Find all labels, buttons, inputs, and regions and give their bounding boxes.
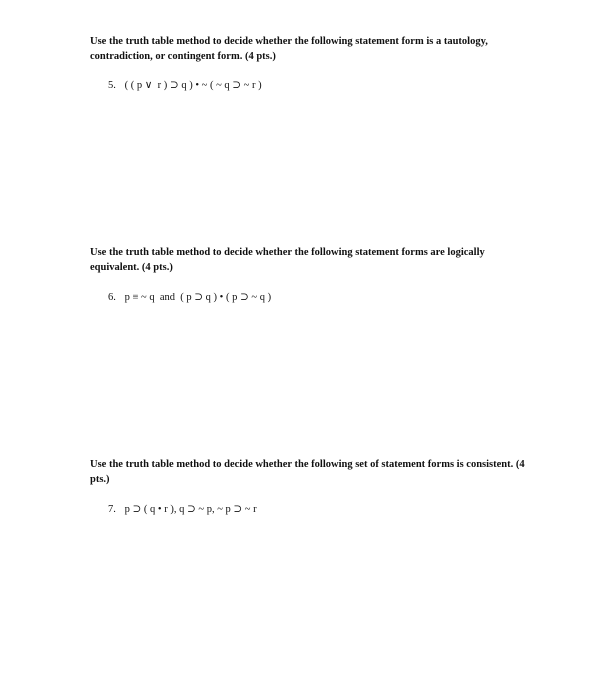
question-7-problem [108, 503, 257, 517]
question-5-instruction: Use the truth table method to decide whether the following statement form is a tautology, contradiction, or contingent form. (4 pts.) [90, 36, 488, 62]
question-7-number: 7. [108, 504, 116, 515]
question-6-section [90, 245, 530, 303]
question-7-instruction: Use the truth table method to decide whether the following set of statement forms is consistent. (4 pts.) [90, 459, 525, 485]
question-5-number: 5. [108, 80, 116, 91]
question-5-expression: ( ( p ∨ r ) ⊃ q ) • ~ ( ~ q ⊃ ~ r ) [124, 80, 262, 91]
question-6-expression: p ≡ ~ q and ( p ⊃ q ) • ( p ⊃ ~ q ) [124, 292, 272, 303]
question-6-problem [108, 291, 271, 305]
question-6-number: 6. [108, 292, 116, 303]
question-5-problem [108, 79, 262, 93]
question-6-instruction: Use the truth table method to decide whether the following statement forms are logically equivalent. (4 pts.) [90, 247, 485, 273]
question-7-section [90, 457, 530, 515]
question-5-section [90, 34, 530, 91]
question-7-expression: p ⊃ ( q • r ), q ⊃ ~ p, ~ p ⊃ ~ r [124, 504, 257, 515]
